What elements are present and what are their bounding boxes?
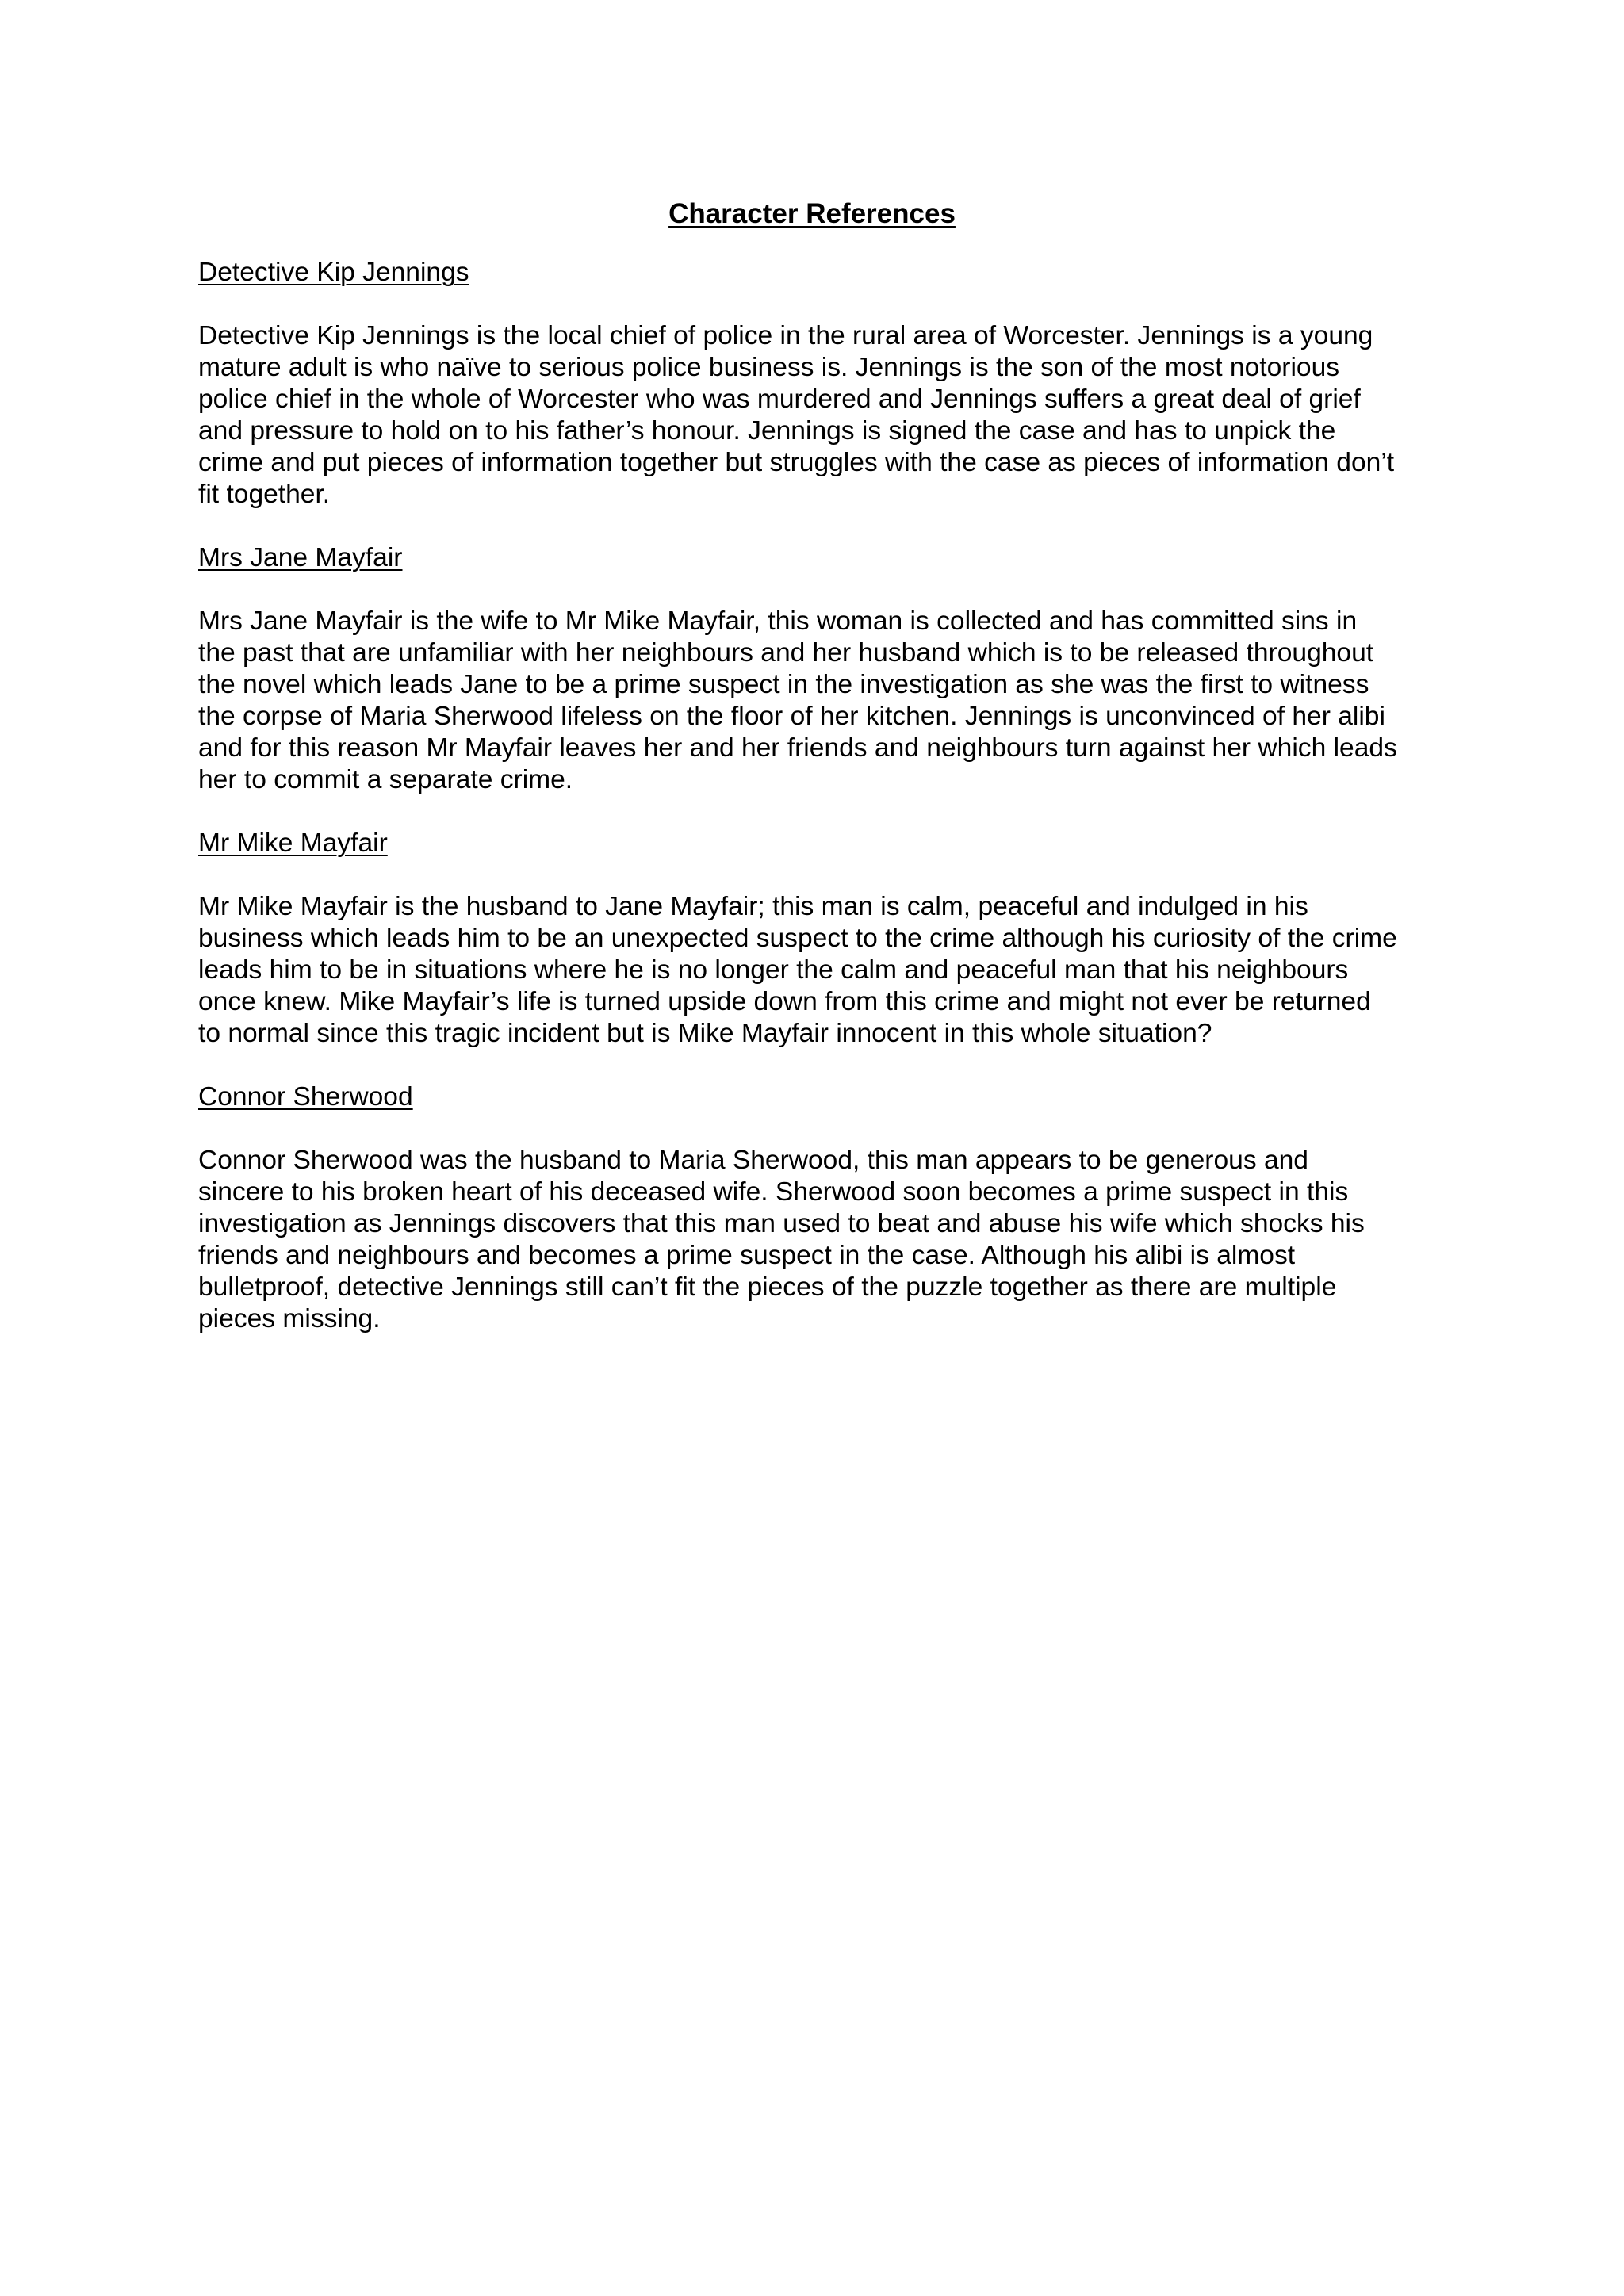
paragraph-line: business which leads him to be an unexpected suspect to the crime although his curiosity of the crime <box>198 924 1397 953</box>
section-heading-connor-sherwood: Connor Sherwood <box>198 1082 413 1112</box>
paragraph-line: her to commit a separate crime. <box>198 765 573 794</box>
section-paragraph-mr-mike-mayfair <box>198 891 1435 1050</box>
page-title <box>0 195 1624 233</box>
section-heading-mr-mike-mayfair: Mr Mike Mayfair <box>198 828 388 858</box>
paragraph-line: pieces missing. <box>198 1304 381 1334</box>
document-body <box>198 257 1435 1367</box>
paragraph-line: friends and neighbours and becomes a prime suspect in the case. Although his alibi is almost <box>198 1241 1296 1270</box>
section-heading-detective-kip-jennings: Detective Kip Jennings <box>198 258 469 287</box>
paragraph-line: bulletproof, detective Jennings still can’t fit the pieces of the puzzle together as there are multiple <box>198 1272 1337 1302</box>
paragraph-line: the corpse of Maria Sherwood lifeless on the floor of her kitchen. Jennings is unconvinced of her alibi <box>198 702 1385 731</box>
paragraph-line: police chief in the whole of Worcester who was murdered and Jennings suffers a great deal of grief <box>198 385 1361 414</box>
paragraph-line: the novel which leads Jane to be a prime suspect in the investigation as she was the first to witness <box>198 670 1369 699</box>
paragraph-line: mature adult is who naïve to serious police business is. Jennings is the son of the most notorious <box>198 353 1340 382</box>
paragraph-line: Connor Sherwood was the husband to Maria Sherwood, this man appears to be generous and <box>198 1146 1308 1175</box>
section-heading-mrs-jane-mayfair: Mrs Jane Mayfair <box>198 543 403 572</box>
paragraph-line: Mr Mike Mayfair is the husband to Jane Mayfair; this man is calm, peaceful and indulged in his <box>198 892 1308 921</box>
section-paragraph-connor-sherwood <box>198 1145 1435 1335</box>
paragraph-line: investigation as Jennings discovers that this man used to beat and abuse his wife which shocks his <box>198 1209 1365 1238</box>
paragraph-line: and pressure to hold on to his father’s honour. Jennings is signed the case and has to unpick the <box>198 416 1336 446</box>
paragraph-line: fit together. <box>198 480 331 509</box>
paragraph-line: crime and put pieces of information together but struggles with the case as pieces of information don’t <box>198 448 1395 477</box>
paragraph-line: once knew. Mike Mayfair’s life is turned upside down from this crime and might not ever be returned <box>198 987 1371 1016</box>
paragraph-line: and for this reason Mr Mayfair leaves her and her friends and neighbours turn against her which leads <box>198 733 1397 763</box>
section-paragraph-detective-kip-jennings <box>198 320 1435 511</box>
paragraph-line: to normal since this tragic incident but is Mike Mayfair innocent in this whole situation? <box>198 1019 1212 1048</box>
page-title-text: Character References <box>668 198 956 229</box>
paragraph-line: Detective Kip Jennings is the local chief of police in the rural area of Worcester. Jennings is a young <box>198 321 1373 350</box>
paragraph-line: sincere to his broken heart of his deceased wife. Sherwood soon becomes a prime suspect in this <box>198 1177 1349 1207</box>
section-paragraph-mrs-jane-mayfair <box>198 606 1435 796</box>
paragraph-line: the past that are unfamiliar with her neighbours and her husband which is to be released throughout <box>198 638 1374 668</box>
paragraph-line: Mrs Jane Mayfair is the wife to Mr Mike Mayfair, this woman is collected and has committed sins in <box>198 607 1358 636</box>
paragraph-line: leads him to be in situations where he is no longer the calm and peaceful man that his neighbours <box>198 955 1349 985</box>
